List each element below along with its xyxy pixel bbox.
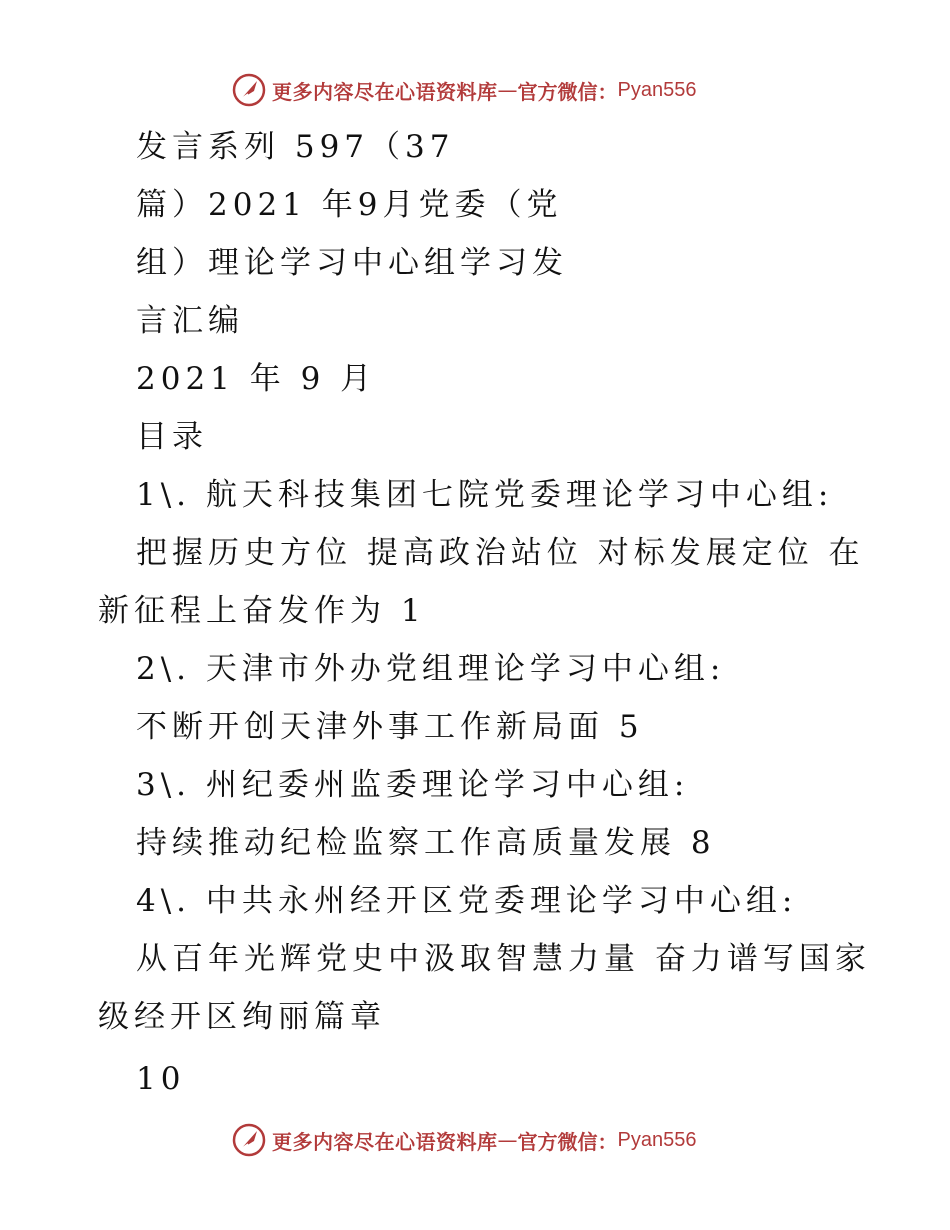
- toc-item-subtitle: 新征程上奋发作为 1: [98, 593, 426, 629]
- toc-item-subtitle: 从百年光辉党史中汲取智慧力量 奋力谱写国家: [136, 941, 871, 977]
- toc-item-title: 1\. 航天科技集团七院党委理论学习中心组:: [136, 477, 834, 513]
- banner-label: 官方微信：: [517, 1129, 618, 1154]
- footer-banner: [232, 1122, 696, 1158]
- toc-item-subtitle: 级经开区绚丽篇章: [98, 999, 386, 1035]
- banner-id: Pyan556: [617, 78, 697, 101]
- toc-item-title: 3\. 州纪委州监委理论学习中心组:: [136, 767, 690, 803]
- toc-item-subtitle: 把握历史方位 提高政治站位 对标发展定位 在: [136, 535, 865, 571]
- toc-item-subtitle: 持续推动纪检监察工作高质量发展 8: [136, 825, 716, 861]
- doc-line: 言汇编: [136, 303, 244, 339]
- doc-line: 篇）2021 年9月党委（党: [136, 187, 563, 223]
- toc-item-title: 4\. 中共永州经开区党委理论学习中心组:: [136, 883, 798, 919]
- doc-line: 2021 年 9 月: [136, 361, 377, 397]
- quill-logo-icon: [232, 1123, 266, 1157]
- toc-item-subtitle: 不断开创天津外事工作新局面 5: [136, 709, 644, 745]
- quill-logo-icon: [232, 73, 266, 107]
- banner-dash: —: [497, 1128, 518, 1152]
- toc-page-number: 10: [136, 1061, 186, 1097]
- banner-label: 官方微信：: [517, 79, 618, 104]
- doc-line: 发言系列 597（37: [136, 129, 455, 165]
- banner-text: 更多内容尽在心语资料库: [272, 79, 498, 104]
- doc-line: 组）理论学习中心组学习发: [136, 245, 568, 281]
- banner-dash: —: [497, 78, 518, 102]
- toc-heading: 目录: [136, 419, 208, 455]
- banner-id: Pyan556: [617, 1128, 697, 1151]
- header-banner: [232, 72, 696, 108]
- toc-item-title: 2\. 天津市外办党组理论学习中心组:: [136, 651, 726, 687]
- banner-text: 更多内容尽在心语资料库: [272, 1129, 498, 1154]
